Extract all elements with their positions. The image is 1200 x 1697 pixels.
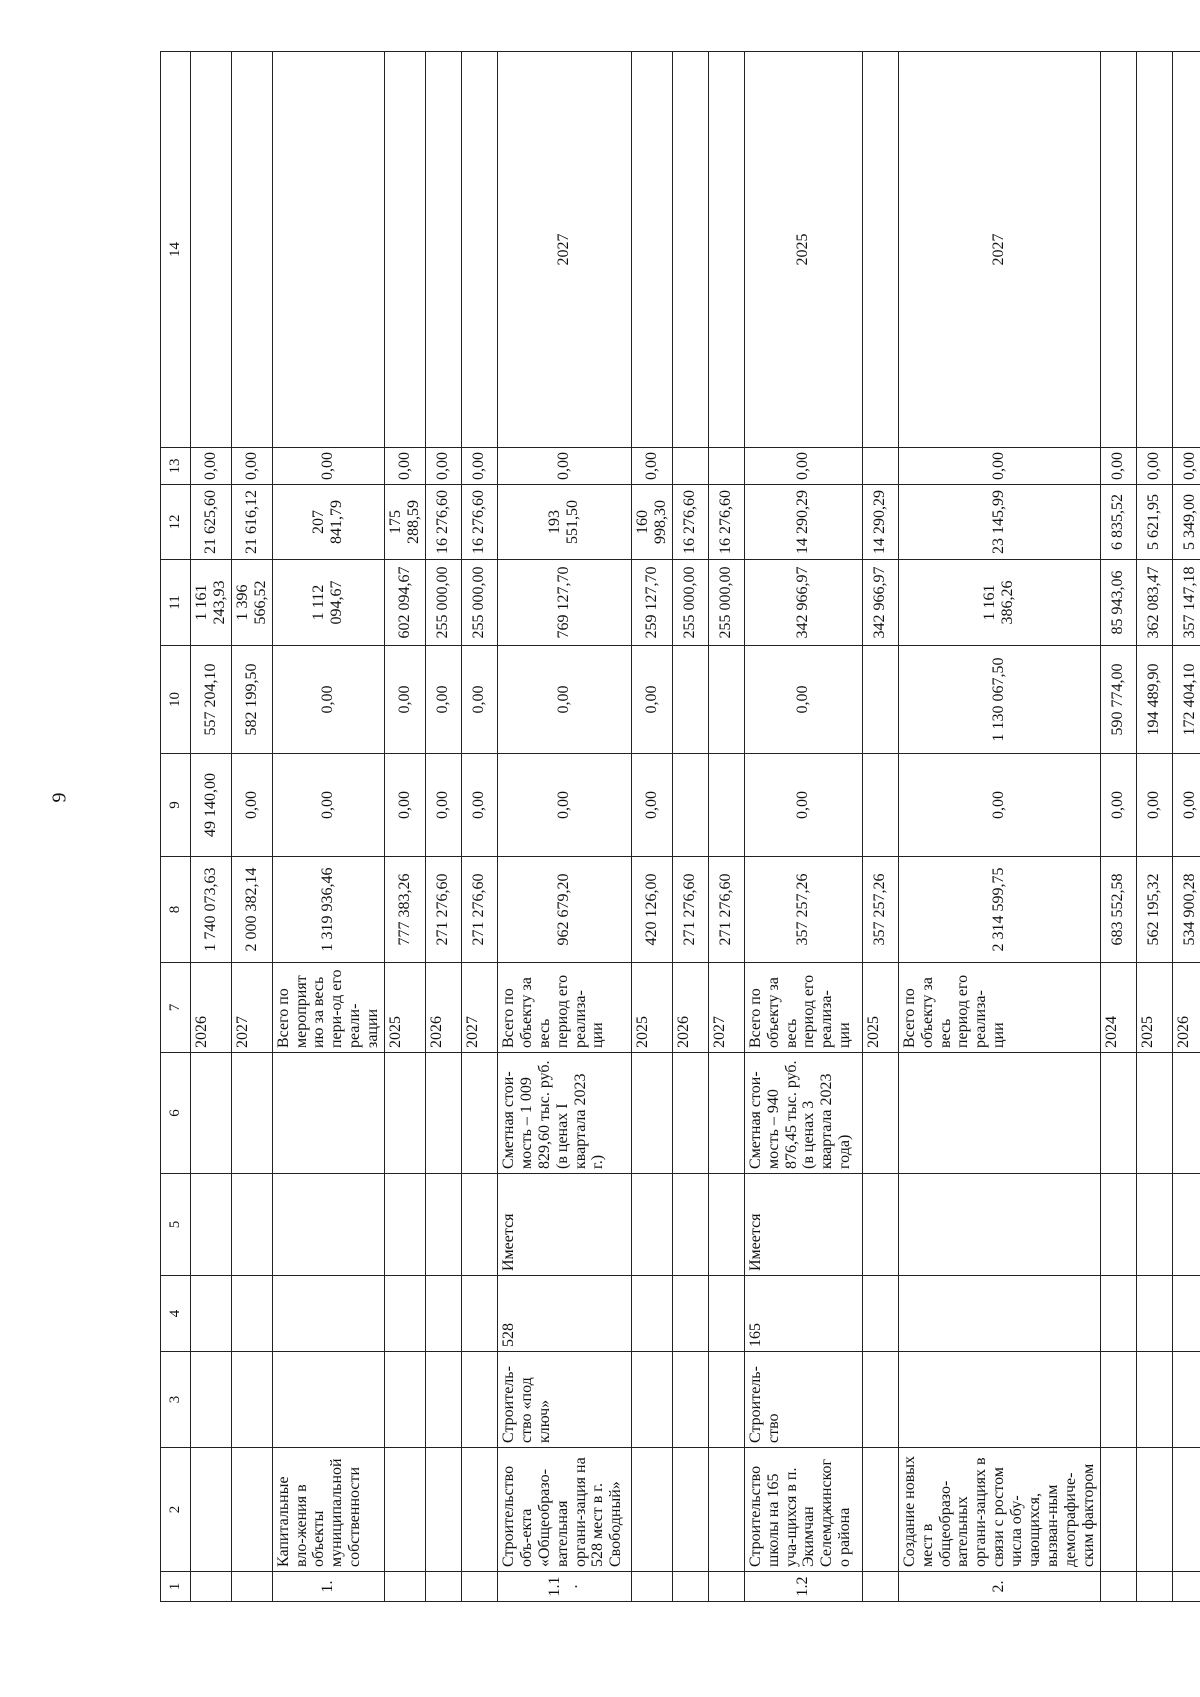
- table-cell: [862, 1053, 898, 1174]
- table-cell: Всего по объекту за весь период его реализа-ции: [744, 963, 862, 1053]
- table-cell: [461, 1053, 497, 1174]
- table-cell: [191, 1448, 232, 1572]
- table-row: [1172, 52, 1200, 1602]
- table-cell: [231, 1352, 272, 1448]
- table-cell: [672, 448, 708, 485]
- table-cell: [1100, 1572, 1136, 1602]
- table-cell: 172 404,10: [1172, 646, 1200, 754]
- table-cell: 0,00: [1136, 448, 1172, 485]
- table-cell: 420 126,00: [631, 857, 672, 963]
- table-cell: Всего по мероприятию за весь пери-од его реали-зации: [272, 963, 384, 1053]
- table-cell: [1172, 52, 1200, 448]
- table-cell: 2027: [898, 52, 1100, 448]
- table-cell: 0,00: [425, 754, 461, 857]
- table-cell: 590 774,00: [1100, 646, 1136, 754]
- table-cell: [898, 1352, 1100, 1448]
- table-cell: Строительство школы на 165 уча-щихся в п. Экимчан Селемджинского района: [744, 1448, 862, 1572]
- table-cell: 6 835,52: [1100, 485, 1136, 560]
- table-cell: 194 489,90: [1136, 646, 1172, 754]
- table-cell: [631, 1053, 672, 1174]
- table-cell: [425, 1276, 461, 1352]
- table-cell: [708, 1448, 744, 1572]
- table-cell: 0,00: [425, 448, 461, 485]
- table-cell: Создание новых мест в общеобразо-вательных органи-зациях в связи с ростом числа обу-чающихся, вызван-ным демографиче-ским фактором: [898, 1448, 1100, 1572]
- table-cell: Имеется: [497, 1174, 631, 1276]
- table-cell: [898, 1053, 1100, 1174]
- table-cell: [191, 1276, 232, 1352]
- col-header: 6: [161, 1053, 191, 1174]
- table-cell: [461, 1174, 497, 1276]
- table-cell: 2027: [461, 963, 497, 1053]
- table-row: [191, 52, 232, 1602]
- table-cell: [1172, 1174, 1200, 1276]
- table-cell: 21 625,60: [191, 485, 232, 560]
- table-cell: [1100, 1448, 1136, 1572]
- table-cell: Капитальные вло-жения в объекты муниципальной собственности: [272, 1448, 384, 1572]
- table-cell: [231, 52, 272, 448]
- table-cell: [708, 646, 744, 754]
- table-cell: [272, 1174, 384, 1276]
- table-cell: [1100, 52, 1136, 448]
- table-cell: 0,00: [744, 646, 862, 754]
- table-cell: [1172, 1053, 1200, 1174]
- table-cell: [425, 1572, 461, 1602]
- col-header: 10: [161, 646, 191, 754]
- table-cell: [1100, 1352, 1136, 1448]
- table-cell: Сметная стои-мость – 940 876,45 тыс. руб. (в ценах 3 квартала 2023 года): [744, 1053, 862, 1174]
- table-cell: [191, 1572, 232, 1602]
- table-row: [1136, 52, 1172, 1602]
- table-cell: 0,00: [497, 646, 631, 754]
- table-cell: [461, 1352, 497, 1448]
- table-row: [708, 52, 744, 1602]
- table-cell: [672, 1053, 708, 1174]
- table-row: [231, 52, 272, 1602]
- header-row: [161, 52, 191, 1602]
- table-cell: 1.: [272, 1572, 384, 1602]
- col-header: 11: [161, 560, 191, 646]
- table-cell: 255 000,00: [461, 560, 497, 646]
- table-cell: 1 161 386,26: [898, 560, 1100, 646]
- table-cell: [461, 1572, 497, 1602]
- table-cell: 0,00: [1172, 448, 1200, 485]
- col-header: 7: [161, 963, 191, 1053]
- col-header: 5: [161, 1174, 191, 1276]
- table-cell: [862, 1572, 898, 1602]
- table-cell: 0,00: [1100, 448, 1136, 485]
- table-cell: 2025: [631, 963, 672, 1053]
- table-cell: [385, 1572, 426, 1602]
- table-cell: 16 276,60: [425, 485, 461, 560]
- table-cell: 2027: [708, 963, 744, 1053]
- col-header: 8: [161, 857, 191, 963]
- table-cell: [231, 1572, 272, 1602]
- table-cell: [272, 1276, 384, 1352]
- table-cell: [672, 646, 708, 754]
- table-row: [385, 52, 426, 1602]
- table-cell: 255 000,00: [708, 560, 744, 646]
- table-cell: [898, 1276, 1100, 1352]
- table-cell: [231, 1174, 272, 1276]
- table-cell: 2027: [497, 52, 631, 448]
- table-cell: 0,00: [497, 448, 631, 485]
- table-cell: 0,00: [497, 754, 631, 857]
- table-row: [1100, 52, 1136, 1602]
- table-row: [744, 52, 862, 1602]
- table-cell: 2.: [898, 1572, 1100, 1602]
- table-cell: [631, 52, 672, 448]
- table-cell: 14 290,29: [862, 485, 898, 560]
- budget-table: [160, 51, 1200, 1602]
- table-cell: [862, 754, 898, 857]
- table-row: [425, 52, 461, 1602]
- table-cell: 271 276,60: [672, 857, 708, 963]
- table-cell: 557 204,10: [191, 646, 232, 754]
- table-cell: [231, 1276, 272, 1352]
- table-cell: [1172, 1572, 1200, 1602]
- table-cell: 0,00: [898, 448, 1100, 485]
- rotated-table-container: [160, 52, 1199, 1602]
- table-row: [862, 52, 898, 1602]
- table-cell: [862, 1448, 898, 1572]
- table-cell: [898, 1174, 1100, 1276]
- table-cell: 255 000,00: [672, 560, 708, 646]
- table-cell: 0,00: [425, 646, 461, 754]
- table-cell: 0,00: [1100, 754, 1136, 857]
- table-row: [672, 52, 708, 1602]
- table-cell: 0,00: [272, 646, 384, 754]
- table-cell: 777 383,26: [385, 857, 426, 963]
- table-cell: 255 000,00: [425, 560, 461, 646]
- table-cell: [708, 1572, 744, 1602]
- table-cell: 1 130 067,50: [898, 646, 1100, 754]
- table-cell: [708, 52, 744, 448]
- table-cell: 0,00: [385, 448, 426, 485]
- table-cell: 357 257,26: [862, 857, 898, 963]
- table-cell: 0,00: [231, 754, 272, 857]
- col-header: 4: [161, 1276, 191, 1352]
- table-cell: 357 147,18: [1172, 560, 1200, 646]
- table-cell: 0,00: [385, 754, 426, 857]
- table-cell: 0,00: [631, 646, 672, 754]
- table-cell: 175 288,59: [385, 485, 426, 560]
- table-cell: [1136, 52, 1172, 448]
- table-cell: [708, 448, 744, 485]
- table-cell: 0,00: [461, 646, 497, 754]
- table-cell: 1.2: [744, 1572, 862, 1602]
- table-cell: [231, 1448, 272, 1572]
- table-cell: 16 276,60: [461, 485, 497, 560]
- table-cell: [708, 1276, 744, 1352]
- table-cell: [672, 1276, 708, 1352]
- table-cell: 0,00: [385, 646, 426, 754]
- table-cell: 362 083,47: [1136, 560, 1172, 646]
- table-cell: 23 145,99: [898, 485, 1100, 560]
- table-cell: [425, 1174, 461, 1276]
- table-cell: [461, 1276, 497, 1352]
- table-cell: 2024: [1100, 963, 1136, 1053]
- table-cell: 962 679,20: [497, 857, 631, 963]
- table-cell: [631, 1448, 672, 1572]
- table-cell: [425, 1448, 461, 1572]
- table-cell: 85 943,06: [1100, 560, 1136, 646]
- table-cell: 0,00: [272, 448, 384, 485]
- table-cell: [1172, 1276, 1200, 1352]
- table-cell: [272, 1053, 384, 1174]
- table-cell: [425, 1053, 461, 1174]
- table-cell: 0,00: [631, 754, 672, 857]
- table-cell: [385, 1053, 426, 1174]
- table-cell: [272, 52, 384, 448]
- table-cell: [1136, 1448, 1172, 1572]
- col-header: 9: [161, 754, 191, 857]
- table-cell: 207 841,79: [272, 485, 384, 560]
- table-cell: [1172, 1352, 1200, 1448]
- table-cell: [1100, 1053, 1136, 1174]
- table-cell: [672, 1352, 708, 1448]
- table-cell: [631, 1352, 672, 1448]
- table-cell: 769 127,70: [497, 560, 631, 646]
- table-cell: [385, 1352, 426, 1448]
- table-cell: 165: [744, 1276, 862, 1352]
- table-cell: 259 127,70: [631, 560, 672, 646]
- table-cell: 1.1.: [497, 1572, 631, 1602]
- table-cell: [191, 1352, 232, 1448]
- table-cell: [191, 1053, 232, 1174]
- table-cell: [425, 1352, 461, 1448]
- table-row: [272, 52, 384, 1602]
- col-header: 2: [161, 1448, 191, 1572]
- table-row: [461, 52, 497, 1602]
- table-cell: 1 396 566,52: [231, 560, 272, 646]
- table-cell: [1100, 1276, 1136, 1352]
- table-cell: 0,00: [461, 448, 497, 485]
- table-cell: 1 112 094,67: [272, 560, 384, 646]
- table-cell: 0,00: [744, 754, 862, 857]
- table-cell: [385, 52, 426, 448]
- col-header: 3: [161, 1352, 191, 1448]
- table-cell: 49 140,00: [191, 754, 232, 857]
- table-cell: [461, 52, 497, 448]
- table-cell: [1100, 1174, 1136, 1276]
- table-cell: 1 740 073,63: [191, 857, 232, 963]
- table-cell: 1 319 936,46: [272, 857, 384, 963]
- table-cell: 683 552,58: [1100, 857, 1136, 963]
- table-cell: [708, 1352, 744, 1448]
- col-header: 14: [161, 52, 191, 448]
- table-cell: 21 616,12: [231, 485, 272, 560]
- table-row: [631, 52, 672, 1602]
- table-cell: Всего по объекту за весь период его реализа-ции: [898, 963, 1100, 1053]
- table-cell: [672, 754, 708, 857]
- table-cell: 193 551,50: [497, 485, 631, 560]
- table-cell: 0,00: [461, 754, 497, 857]
- table-cell: 2026: [1172, 963, 1200, 1053]
- table-cell: 2025: [744, 52, 862, 448]
- table-cell: [631, 1276, 672, 1352]
- table-cell: Строительство объ-екта «Общеобразо-вательная органи-зация на 528 мест в г. Свободный»: [497, 1448, 631, 1572]
- table-row: [497, 52, 631, 1602]
- table-cell: 2025: [1136, 963, 1172, 1053]
- table-cell: [631, 1174, 672, 1276]
- table-cell: 2025: [862, 963, 898, 1053]
- table-cell: 14 290,29: [744, 485, 862, 560]
- table-cell: Строитель-ство «под ключ»: [497, 1352, 631, 1448]
- table-cell: 0,00: [631, 448, 672, 485]
- table-row: [898, 52, 1100, 1602]
- table-cell: Всего по объекту за весь период его реализа-ции: [497, 963, 631, 1053]
- table-cell: [862, 52, 898, 448]
- table-cell: 271 276,60: [461, 857, 497, 963]
- table-cell: 0,00: [231, 448, 272, 485]
- table-cell: [385, 1276, 426, 1352]
- table-cell: 0,00: [1136, 754, 1172, 857]
- page-number: 9: [48, 792, 71, 803]
- table-cell: 2 314 599,75: [898, 857, 1100, 963]
- table-cell: 160 998,30: [631, 485, 672, 560]
- table-cell: 602 094,67: [385, 560, 426, 646]
- table-cell: [862, 448, 898, 485]
- table-cell: Имеется: [744, 1174, 862, 1276]
- col-header: 1: [161, 1572, 191, 1602]
- table-cell: 342 966,97: [862, 560, 898, 646]
- col-header: 12: [161, 485, 191, 560]
- table-cell: [461, 1448, 497, 1572]
- table-cell: [1136, 1276, 1172, 1352]
- table-cell: [191, 52, 232, 448]
- table-cell: 16 276,60: [672, 485, 708, 560]
- table-cell: [1136, 1572, 1172, 1602]
- table-cell: [672, 1448, 708, 1572]
- table-cell: [385, 1448, 426, 1572]
- table-cell: 357 257,26: [744, 857, 862, 963]
- table-cell: 5 349,00: [1172, 485, 1200, 560]
- table-cell: 2026: [672, 963, 708, 1053]
- table-cell: 271 276,60: [425, 857, 461, 963]
- table-cell: [862, 1276, 898, 1352]
- table-cell: [385, 1174, 426, 1276]
- table-cell: [708, 1174, 744, 1276]
- table-cell: [862, 1174, 898, 1276]
- table-cell: 2025: [385, 963, 426, 1053]
- table-cell: [272, 1352, 384, 1448]
- table-cell: 271 276,60: [708, 857, 744, 963]
- table-cell: 2026: [425, 963, 461, 1053]
- table-cell: 342 966,97: [744, 560, 862, 646]
- table-cell: 562 195,32: [1136, 857, 1172, 963]
- table-cell: 1 161 243,93: [191, 560, 232, 646]
- table-cell: 0,00: [898, 754, 1100, 857]
- table-cell: 528: [497, 1276, 631, 1352]
- table-cell: [672, 1174, 708, 1276]
- table-cell: [425, 52, 461, 448]
- table-cell: [672, 52, 708, 448]
- table-cell: 2 000 382,14: [231, 857, 272, 963]
- table-cell: 16 276,60: [708, 485, 744, 560]
- table-cell: Строитель-ство: [744, 1352, 862, 1448]
- table-cell: 2026: [191, 963, 232, 1053]
- table-cell: [631, 1572, 672, 1602]
- table-cell: [708, 1053, 744, 1174]
- table-cell: 582 199,50: [231, 646, 272, 754]
- table-cell: 534 900,28: [1172, 857, 1200, 963]
- table-cell: [672, 1572, 708, 1602]
- table-cell: 5 621,95: [1136, 485, 1172, 560]
- table-cell: 0,00: [272, 754, 384, 857]
- table-cell: 0,00: [744, 448, 862, 485]
- table-cell: 0,00: [191, 448, 232, 485]
- table-cell: Сметная стои-мость – 1 009 829,60 тыс. руб. (в ценах I квартала 2023 г.): [497, 1053, 631, 1174]
- table-cell: [1136, 1352, 1172, 1448]
- table-cell: [708, 754, 744, 857]
- table-cell: [862, 1352, 898, 1448]
- table-cell: [191, 1174, 232, 1276]
- table-cell: 0,00: [1172, 754, 1200, 857]
- table-cell: [1136, 1174, 1172, 1276]
- table-cell: [231, 1053, 272, 1174]
- table-cell: 2027: [231, 963, 272, 1053]
- table-cell: [1136, 1053, 1172, 1174]
- table-cell: [1172, 1448, 1200, 1572]
- table-cell: [862, 646, 898, 754]
- col-header: 13: [161, 448, 191, 485]
